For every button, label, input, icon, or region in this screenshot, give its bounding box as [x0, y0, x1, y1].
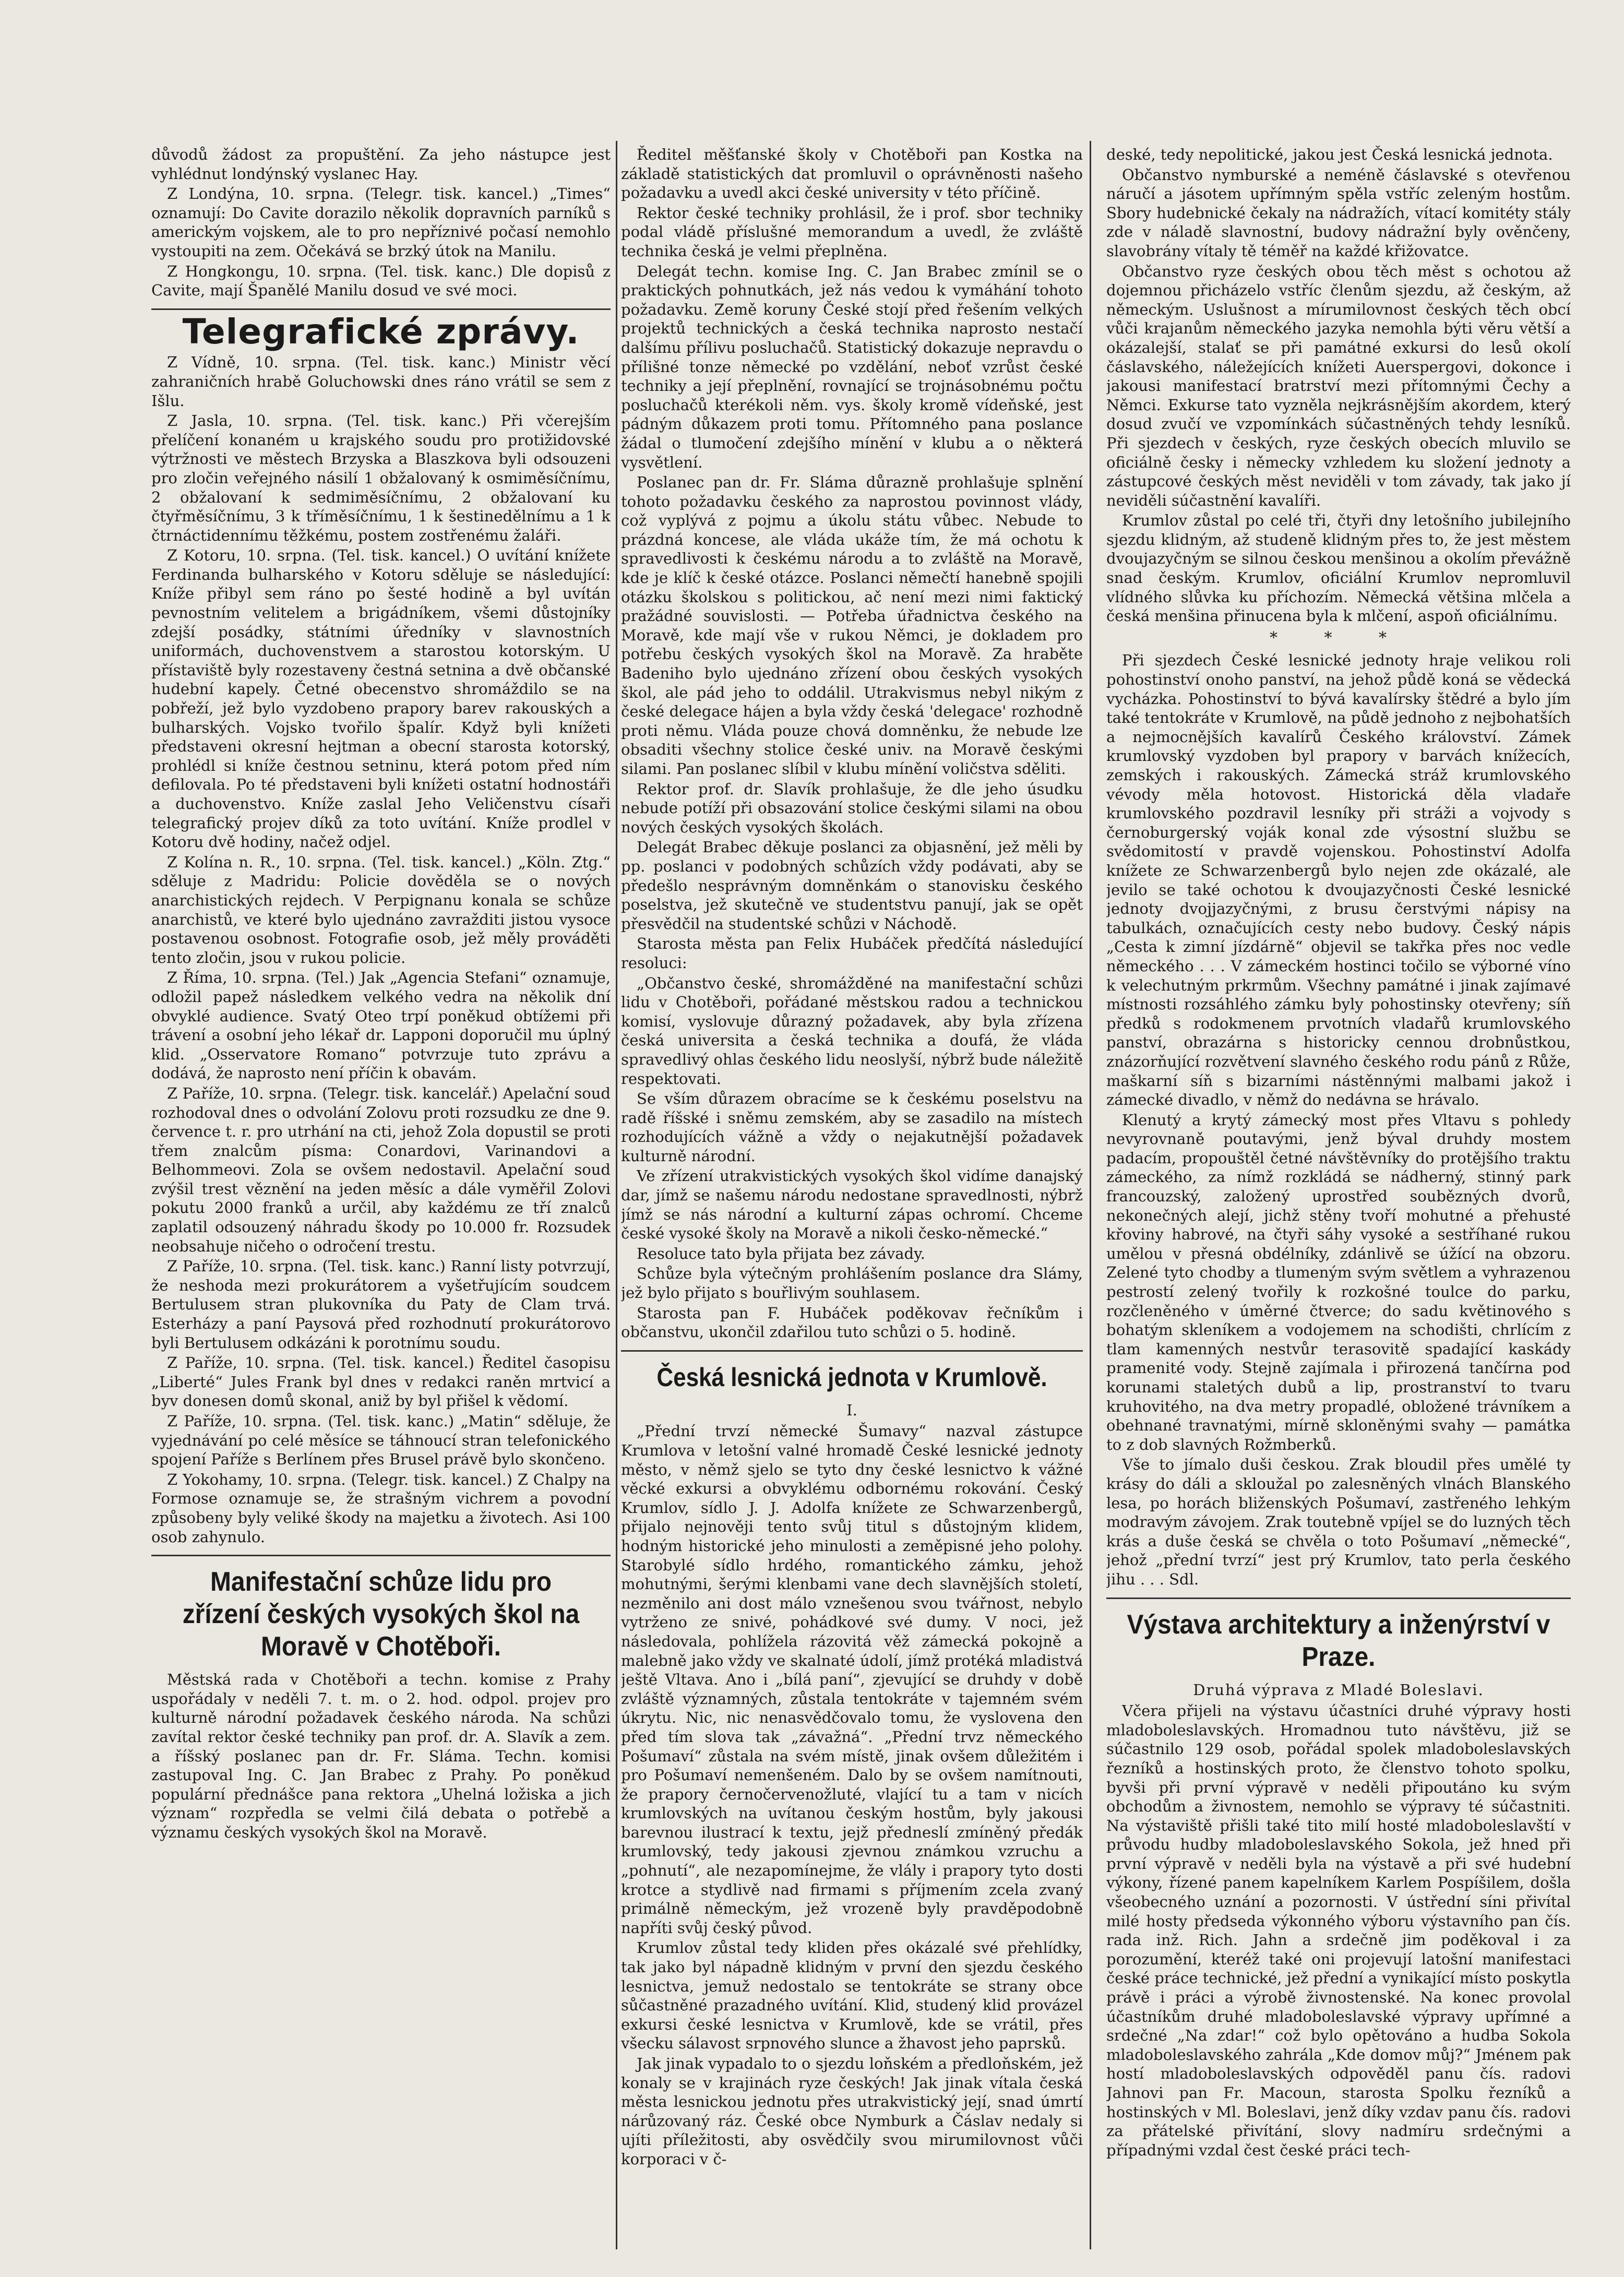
column-3: [1106, 145, 1571, 2259]
news-paragraph: Z Hongkongu, 10. srpna. (Tel. tisk. kanc.) Dle dopisů z Cavite, mají Španělé Manilu dosud ve své moci.: [151, 262, 611, 300]
column-rule-2: [1090, 141, 1091, 2249]
telegram-paragraph: Z Paříže, 10. srpna. (Tel. tisk. kanc.) „Matin“ sděluje, že vyjednávání po celé měsíce se táhnoucí stran telefonického spojení Paříže s Berlínem přes Brusel právě bylo skončeno.: [151, 1412, 611, 1469]
resolution-paragraph: Se vším důrazem obracíme se k českému poselstvu na radě říšské i sněmu zemském, aby se zasadilo na místech rozhodujících vážně a vždy o nejakutnější požadavek kulturně národní.: [621, 1090, 1083, 1165]
asterism-divider: * * *: [1269, 628, 1408, 647]
heading-telegraficke-zpravy: Telegrafické zprávy.: [182, 311, 580, 352]
article-paragraph: Starosta města pan Felix Hubáček předčítá následující resoluci:: [621, 935, 1083, 972]
article-paragraph: „Přední trvzí německé Šumavy“ nazval zástupce Krumlova v letošní valné hromadě České lesnické jednoty město, v němž sjelo se tyto dny české lesnictvo k vážné věcké exkursi a obvyklému odbornému rokování. Český Krumlov, sídlo J. J. Adolfa knížete ze Schwarzenbergů, přijalo nejnověji tento svůj titul s důstojným klidem, hodným historické jeho minulosti a zeměpisné jeho polohy. Starobylé sídlo hrdého, romantického zámku, jehož mohutnými, šerými klenbami vane dech slavnějších století, nezměnilo ani dost málo vznešenou svou tvářnost, nebylo vytrženo ze snivé, pohádkové své dumy. V noci, jež následovala, pohlížela rázovitá věž zámecká pokojně a malebně jako vždy ve skalnaté údolí, jímž protéká mladistvá ještě Vltava. Ano i „bílá paní“, zjevující se druhdy v době zvláště významných, zůstala tentokráte v tajemném svém úkrytu. Nic, nic nenasvědčovalo tomu, že vyslovena den před tím slova tak „závažná“. „Přední trvz německého Pošumaví“ zůstala na svém místě, jinak ovšem důležitém i pro Pošumaví nemenšeném. Dalo by se ovšem namítnouti, že prapory černočervenožluté, vlající tu a tam v nicích krumlovských na uvítanou českým hostům, byly jakousi barevnou ilustrací k textu, jejž předneslí zmíněný předák krumlovský, tedy jakousi zjevnou známkou vzruchu a „pohnutí“, ale nezapomínejme, že vlály i prapory tyto dosti krotce a stydlivě nad firmami s příjmením zcela zvaný primálně německým, jež vrozeně byly pravděpodobně napříti svůj český původ.: [621, 1422, 1083, 1937]
article-paragraph: Městská rada v Chotěboři a techn. komise z Prahy uspořádaly v neděli 7. t. m. o 2. hod. odpol. projev pro kulturně národní požadavek českého národa. Na schůzi zavítal rektor české techniky pan prof. dr. A. Slavík a zem. a říšský poslanec pan dr. Fr. Sláma. Techn. komisi zastupoval Ing. C. Jan Brabec z Prahy. Po poněkud populární přednášce pana rektora „Uhelná ložiska a jich význam“ rozpředla se velmi čilá debata o potřebě a významu českých vysokých škol na Moravě.: [151, 1671, 611, 1841]
telegram-paragraph: Z Jasla, 10. srpna. (Tel. tisk. kanc.) Při včerejším přelíčení konaném u krajského soudu pro protižidovské výtržnosti ve městech Brzyska a Blaszkova byli odsouzeni pro zločin veřejného násilí 1 obžalovaný k osmiměsíčnímu, 2 obžalovaní k sedmiměsíčnímu, 2 obžalovaní ku čtyřměsíčnímu, 3 k tříměsíčnímu, 1 k šestinedělnímu a 1 k čtrnáctidennímu těžkému, postem zostřenému žaláři.: [151, 412, 611, 544]
article-paragraph: Delegát techn. komise Ing. C. Jan Brabec zmínil se o praktických pohnutkách, jež nás vedou k vymáhání tohoto požadavku. Země koruny České stojí před řešením velkých projektů technických a česká technika naprosto nestačí dalšímu přílivu posluchačů. Statistický dokazuje nepravdu o přílišné tonze německé po vzdělání, neboť vzrůst české techniky a její přeplnění, rovnající se trojnásobnému počtu posluchačů kterékoli něm. vys. školy kromě vídeňské, jest pádným důkazem proti tomu. Přítomného pana poslance žádal o tlumočení zdejšího mínění v klubu a o některá vysvětlení.: [621, 262, 1083, 471]
sub-heading: Druhá výprava z Mladé Boleslavi.: [1193, 1680, 1484, 1699]
article-paragraph: Vše to jímalo duši českou. Zrak bloudil přes umělé ty krásy do dáli a skloužal po zalesněných vlnách Blanského lesa, po horách bliženských Pošumaví, zastřeného lehkým modravým závojem. Zrak toutebně vpíjel se do luzných těch krás a duše česká se chvěla o toto Pošumaví „německé“, jehož „přední tvrzí“ jest prý Krumlov, tato perla českého jihu . . . Sdl.: [1106, 1456, 1571, 1588]
article-paragraph: Delegát Brabec děkuje poslanci za objasnění, jež měli by pp. poslanci v podobných schůzích vždy podávati, aby se předešlo nesprávným domněnkám o stanovisku českého poselstva, jež skutečně ve studentstvu panují, jak se opět přesvědčil na studentské schůzi v Náchodě.: [621, 838, 1083, 933]
column-1: [151, 145, 611, 2259]
news-paragraph: důvodů žádost za propuštění. Za jeho nástupce jest vyhlédnut londýnský vyslanec Hay.: [151, 146, 611, 183]
telegram-paragraph: Z Vídně, 10. srpna. (Tel. tisk. kanc.) Ministr věcí zahraničních hrabě Goluchowski dnes ráno vrátil se sem z Išlu.: [151, 353, 611, 410]
section-divider: [151, 1555, 611, 1556]
resolution-paragraph: „Občanstvo české, shromážděné na manifestační schůzi lidu v Chotěboři, pořádané městskou radou a technickou komisí, vyslovuje důrazný požadavek, aby byla zřízena česká universita a česká technika a doufá, že vláda spravedlivý ohlas českého lidu neoslyší, nýbrž bude náležitě respektovati.: [621, 974, 1083, 1088]
telegram-paragraph: Z Yokohamy, 10. srpna. (Telegr. tisk. kancel.) Z Chalpy na Formose oznamuje se, že strašným vichrem a povodní způsobeny byly veliké škody na majetku a životech. Asi 100 osob zahynulo.: [151, 1470, 611, 1546]
section-number: I.: [846, 1401, 857, 1419]
article-paragraph: Občanstvo nymburské a neméně čáslavské s otevřenou náručí a jásotem upřímným spěla vstříc zeleným hostům. Sbory hudebnické čekaly na nádražích, vítací komitéty stály zde v náladě slavnostní, budovy nádražní byly ověnčeny, slavobrány vítaly tě téměř na každé křižovatce.: [1106, 165, 1571, 260]
article-paragraph: Rektor prof. dr. Slavík prohlašuje, že dle jeho úsudku nebude potíží při obsazování stolice českými silami na obou nových českých vysokých školách.: [621, 780, 1083, 836]
telegram-paragraph: Z Kotoru, 10. srpna. (Tel. tisk. kancel.) O uvítání knížete Ferdinanda bulharského v Kotoru sděluje se následující: Kníže přibyl sem ráno po šesté hodině a byl uvítán pevnostním velitelem a brigádníkem, všemi důstojníky zdejší posádky, státními úředníky v slavnostních uniformách, duchovenstvem a starostou kotorským. U přístaviště byly rozestaveny čestná setnina a dvě občanské hudební kapely. Četné obecenstvo shromáždilo se na pobřeží, jež bylo vyzdobeno prapory barev rakouských a bulharských. Vojsko tvořilo špalír. Když byli knížeti představeni okresní hejtman a obecní starosta kotorský, prohlédl si kníže čestnou setninu, která potom před ním defilovala. Po té představeni byli knížeti ostatní hodnostáři a duchovenstvo. Kníže zaslal Jeho Veličenstvu císaři telegrafický projev díků za toto uvítání. Kníže prodlel v Kotoru dvě hodiny, načež odjel.: [151, 546, 611, 851]
heading-vystava-architektury: Výstava architektury a inženýrství v Praze.: [1127, 1609, 1550, 1672]
column-rule-1: [616, 141, 617, 2249]
section-divider: [151, 308, 611, 310]
resolution-paragraph: Ve zřízení utrakvistických vysokých škol vidíme danajský dar, jímž se našemu národu nedostane spravedlnosti, nýbrž jímž se nás národní a kulturní zápas ochromí. Chceme české vysoké školy na Moravě a nikoli česko-německé.“: [621, 1167, 1083, 1243]
section-divider: [1106, 1598, 1571, 1599]
article-paragraph: Starosta pan F. Hubáček poděkovav řečníkům i občanstvu, ukončil zdařilou tuto schůzi o 5. hodině.: [621, 1304, 1083, 1341]
article-paragraph: Občanstvo ryze českých obou těch měst s ochotou až dojemnou přicházelo vstříc členům sjezdu, až českým, až německým. Uslušnost a mírumilovnost českých těch obcí vůči krajanům německého jazyka nemohla býti věru větší a okázalejší, stalať se při památné exkursi do lesů okolí čáslavského, náležejících knížeti Auerspergovi, dokonce i jakousi manifestací bratrství mezi přítomnými Čechy a Němci. Exkurse tato vyzněla nejkrásnějším akordem, který dosud zvučí ve vzpomínkách súčastněných tehdy lesníků. Při sjezdech v českých, ryze českých obecích mluvilo se oficiálně česky i německy vzhledem ku složení jednoty a zástupcové českých měst neviděli v tom závady, tak jako jí neviděli súčastnění kavalíři.: [1106, 262, 1571, 509]
article-paragraph: Při sjezdech České lesnické jednoty hraje velikou roli pohostinství onoho panství, na jehož půdě koná se vědecká vycházka. Pohostinství to bývá kavalírsky štědré a bylo jím také tentokráte v Krumlově, na půdě jednoho z nejbohatších a nejmocnějších kavalírů Českého království. Zámek krumlovský vyzdoben byl prapory v barvách knížecích, zemských i rakouských. Zámecká stráž krumlovského vévody měla hotovost. Historická děla vladaře krumlovského pozdravil lesníky při stráži a vojvody s černoburgerský voják konal zde výsostní službu se svědomitostí v pravdě vojenskou. Pohostinství Adolfa knížete ze Schwarzenbergů bylo nejen zde okázalé, ale jevilo se také ochotou k dvoujazyčnosti České lesnické jednoty dvojjazyčnými, z brusu čerstvými nápisy na tabulkách, označujících cesty nebo budovy. Český nápis „Cesta k zimní jízdárně“ objevil se takřka přes noc vedle německého . . . V zámeckém hostinci točilo se výborné víno k velechutným prkrmům. Všechny památné i jinak zajímavé místnosti rozsáhlého zámku byly pohostinsky otevřeny; síň předků s rodokmenem prvotních vladařů krumlovského panství, obrazárna s historicky cennou drobnůstkou, znázorňující rozvětvení slavného českého rodu pánů z Růže, maškarní síň s bizarními nástěnnými malbami jakož i zámecké divadlo, v němž do nedávna se hrávalo.: [1106, 651, 1571, 1109]
telegram-paragraph: Z Kolína n. R., 10. srpna. (Tel. tisk. kancel.) „Köln. Ztg.“ sděluje z Madridu: Policie dověděla se o nových anarchistických rejdech. V Perpignanu konala se schůze anarchistů, ve které bylo ujednáno zavražditi jistou vysoce postavenou osobnost. Fotografie osob, jež měly prováděti tento zločin, jsou v rukou policie.: [151, 853, 611, 967]
article-paragraph: Včera přijeli na výstavu účastníci druhé výpravy hosti mladoboleslavských. Hromadnou tuto návštěvu, již se súčastnilo 129 osob, pořádal spolek mladoboleslavských řezníků a hostinských proto, že členstvo tohoto spolku, byvši při první výpravě v neděli připoutáno ku svým obchodům a živnostem, nemohlo se výpravy té súčastniti. Na výstaviště přišli také tito milí hosté mladoboleslavští v průvodu hudby mladoboleslavského Sokola, jež hned při první výpravě v neděli byla na výstavě a při své hudební výkony, řízené panem kapelníkem Karlem Pospíšilem, došla všeobecného uznání a pozornosti. V ústřední síni přivítal milé hosty předseda výkonného výboru výstavního pan čís. rada inž. Rich. Jahn a srdečně jim poděkoval i za porozumění, kteréž také oni projevují latošní manifestaci české práce technické, jež přední a vynikající místo poskytla právě i práci a výrobě živnostenské. Na konec provolal účastníkům druhé mladoboleslavské výpravy upřímné a srdečné „Na zdar!“ což bylo opětováno a hudba Sokola mladoboleslavského zahrála „Kde domov můj?“ Jménem pak hostí mladoboleslavských odpověděl panu čís. radovi Jahnovi pan Fr. Macoun, starosta Spolku řezníků a hostinských v Ml. Boleslavi, jenž díky vzdav panu čís. radovi za přátelské přivítání, slovy nadmíru srdečnými a případnými vzdal čest české práci tech-: [1106, 1702, 1571, 2159]
article-paragraph: Poslanec pan dr. Fr. Sláma důrazně prohlašuje splnění tohoto požadavku českého za naprostou povinnost vlády, což vyplývá z pojmu a úkolu státu vůbec. Nebude to prázdná koncese, ale vláda ukáže tím, že má ochotu k spravedlivosti k českému národu a to zvláště na Moravě, kde je klíč k české otázce. Poslanci němečtí hanebně spojili otázku školskou s politickou, ač není mezi nimi faktický pražádné souvislosti. — Potřeba úřadnictva českého na Moravě, kde mají vše v rukou Němci, je dokladem pro potřebu českých vysokých škol na Moravě. Za hraběte Badeniho bylo ujednáno zřízení obou českých vysokých škol, ale pád jeho to oddálil. Utrakvismus nebyl nikým z české delegace hájen a byla vždy česká 'delegace' rozhodně proti němu. Vláda pouze chová domněnku, že nebude lze obsaditi všechny stolice české univ. na Moravě českými silami. Pan poslanec slíbil v klubu mínění voličstva sděliti.: [621, 473, 1083, 778]
article-paragraph: Rektor české techniky prohlásil, že i prof. sbor techniky podal vládě příslušné memorandum a uvedl, že zvláště technika česká je velmi přeplněna.: [621, 204, 1083, 260]
heading-ceska-lesnicka-jednota: Česká lesnická jednota v Krumlově.: [656, 1362, 1047, 1392]
news-paragraph: Z Londýna, 10. srpna. (Telegr. tisk. kancel.) „Times“ oznamují: Do Cavite dorazilo několik dopravních parníků s americkým vojskem, ale to pro nepříznivé počasí nemohlo vystoupiti na zem. Očekává se brzký útok na Manilu.: [151, 185, 611, 260]
heading-manifestacni-schuze: Manifestační schůze lidu pro zřízení českých vysokých škol na Moravě v Chotěboři.: [182, 1567, 580, 1662]
telegram-paragraph: Z Paříže, 10. srpna. (Tel. tisk. kancel.) Ředitel časopisu „Liberté“ Jules Frank byl dnes v redakci raněn mrtvicí a byv donesen domů skonal, aniž by byl přišel k vědomí.: [151, 1354, 611, 1410]
article-paragraph: deské, tedy nepolitické, jakou jest Česká lesnická jednota.: [1106, 146, 1553, 163]
section-divider: [621, 1350, 1083, 1352]
column-2: [621, 145, 1083, 2259]
telegram-paragraph: Z Paříže, 10. srpna. (Telegr. tisk. kancelář.) Apelační soud rozhodoval dnes o odvolání Zolovu proti rozsudku ze dne 9. července t. r. pro utrhání na cti, jehož Zola dopustil se proti třem znalcům písma: Conardovi, Varinandovi a Belhommeovi. Zola se ovšem nedostavil. Apelační soud zvýšil trest věznění na jeden měsíc a dále vyměřil Zolovi pokutu 2000 franků a určil, aby každému ze tří znalců zaplatil odsouzený náhradu škody po 10.000 fr. Rozsudek neobsahuje ničeho o odročení trestu.: [151, 1084, 611, 1255]
article-paragraph: Klenutý a krytý zámecký most přes Vltavu s pohledy nevyrovnaně poutavými, jenž býval druhdy mostem padacím, propouštěl četné návštěvníky do protějšího traktu zámeckého, za nímž rozkládá se nádherný, stinný park francouzský, založený uprostřed soubězných dvorů, nekonečných alejí, jichž stěny tvoří mohutné a přehusté křoviny habrové, na čtyři sáhy vysoké a sestříhané rukou umělou v přesná obdélníky, zdánlivě se úžící na obzoru. Zelené tyto chodby a tlumeným svým světlem a vyhrazenou pestrostí zelený tvořily k rozkošné toulce do parku, rozčleněného v úměrné čtverce; do sadu květinového s bohatým skleníkem a vodojemem na schodišti, chrlícím z tlam kamenných nestvůr terasovitě spadající kaskády pramenité vody. Stejně zajímala i přirozená tančírna pod korunami staletých dubů a lip, prostranství to tvaru kruhovitého, na dva metry propadlé, obložené trávníkem a obehnané travnatými, mírně skloněnými svahy — památka to z dob slavných Rožmberků.: [1106, 1111, 1571, 1453]
article-paragraph: Jak jinak vypadalo to o sjezdu loňském a předloňském, jež konaly se v krajinách ryze českých! Jak jinak vítala česká města lesnickou jednotu přes utrakvistický její, snad úmrtí nárůzovaný ráz. České obce Nymburk a Čáslav nedaly si ujíti příležitosti, aby osvědčily svou mirumilovnost vůči korporaci v č-: [621, 2055, 1083, 2168]
telegram-paragraph: Z Říma, 10. srpna. (Tel.) Jak „Agencia Stefani“ oznamuje, odložil papež následkem velkého vedra na několik dní obvyklé audience. Svatý Oteo trpí poněkud obtížemi při trávení a osobní jeho lékař dr. Lapponi doporučil mu úplný klid. „Osservatore Romano“ potvrzuje tuto zprávu a dodává, že naprosto není příčin k obavám.: [151, 969, 611, 1082]
article-paragraph: Krumlov zůstal tedy kliden přes okázalé své přehlídky, tak jako byl nápadně klidným v první den sjezdu českého lesnictva, jemuž nedostalo se tentokráte se strany obce sůčastněné prazadného uvítání. Klid, studený klid provázel exkursi české lesnictva v Krumlově, kde se vrátil, přes všecku sálavost srpnového slunce a žhavost jeho paprsků.: [621, 1939, 1083, 2053]
article-paragraph: Resoluce tato byla přijata bez závady.: [637, 1244, 925, 1262]
telegram-paragraph: Z Paříže, 10. srpna. (Tel. tisk. kanc.) Ranní listy potvrzují, že neshoda mezi prokurátorem a vyšetřujícím soudcem Bertulusem stran plukovníka du Paty de Clam trvá. Esterházy a paní Paysová před rozhodnutí prokurátorovo byli Bertulusem odkázáni k porotnímu soudu.: [151, 1257, 611, 1352]
article-paragraph: Schůze byla výtečným prohlášením poslance dra Slámy, jež bylo přijato s bouřlivým souhlasem.: [621, 1265, 1083, 1302]
article-paragraph: Krumlov zůstal po celé tři, čtyři dny letošního jubilejního sjezdu klidným, až studeně klidným přes to, že jest městem dvoujazyčným se silnou českou menšinou a okolím převážně snad českým. Krumlov, oficiální Krumlov nepromluvil vlídného slůvka ku příchozím. Německá většina mlčela a česká menšina přinucena byla k mlčení, aspoň oficiálnímu.: [1106, 511, 1571, 625]
article-paragraph: Ředitel měšťanské školy v Chotěboři pan Kostka na základě statistických dat promluvil o oprávněnosti našeho požadavku a uvedl akci české university v této příčině.: [621, 146, 1083, 202]
